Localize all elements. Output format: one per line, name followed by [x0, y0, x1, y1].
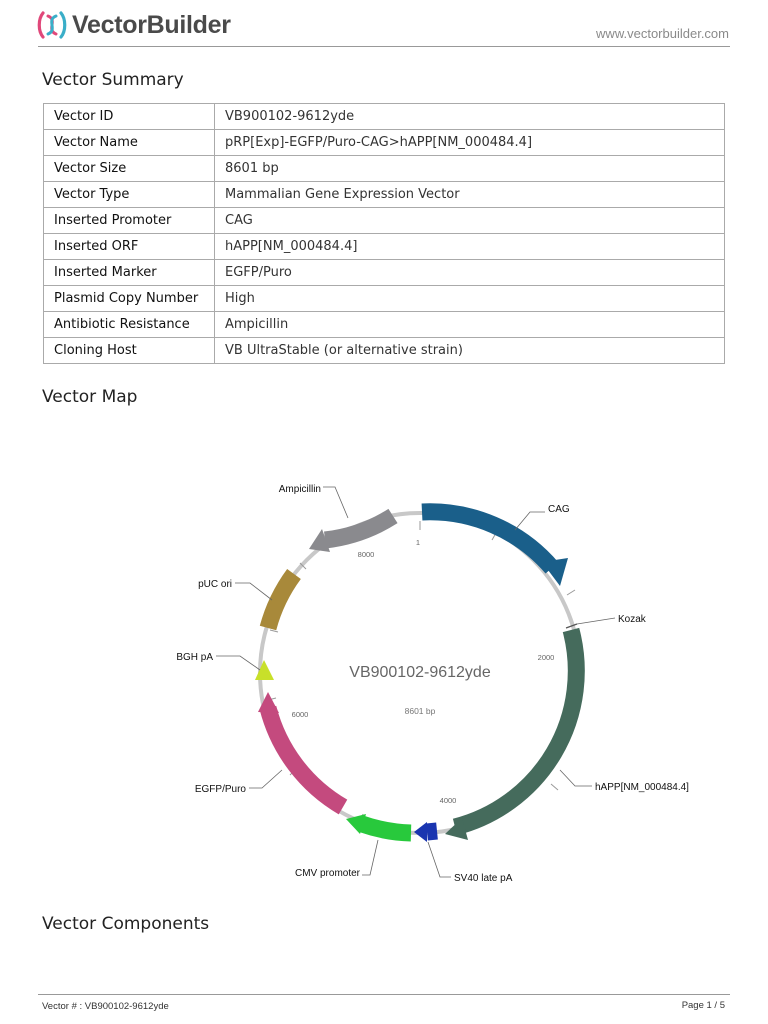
row-value: CAG [215, 208, 725, 234]
row-key: Vector Size [44, 156, 215, 182]
row-key: Cloning Host [44, 338, 215, 364]
feature-bgh-pa[interactable] [255, 660, 274, 680]
feature-label-bgh-pa: BGH pA [176, 652, 213, 663]
row-value: hAPP[NM_000484.4] [215, 234, 725, 260]
tick-label-4000: 4000 [439, 796, 457, 805]
table-row [44, 286, 725, 312]
feature-puc-ori[interactable] [268, 574, 294, 628]
row-value: Ampicillin [215, 312, 725, 338]
feature-ampicillin-arc[interactable] [325, 516, 393, 540]
feature-label-happ: hAPP[NM_000484.4] [595, 782, 689, 793]
row-key: Vector ID [44, 104, 215, 130]
table-row [44, 234, 725, 260]
feature-sv40-late-pa-arc[interactable] [427, 831, 437, 832]
feature-label-cag: CAG [548, 504, 570, 515]
logo-wordmark: VectorBuilder [72, 10, 231, 39]
site-url-link[interactable]: www.vectorbuilder.com [596, 26, 729, 41]
row-value: VB900102-9612yde [215, 104, 725, 130]
vector-map [0, 430, 768, 900]
table-row [44, 104, 725, 130]
feature-label-puc-ori: pUC ori [198, 579, 232, 590]
feature-label-egfp-puro: EGFP/Puro [194, 784, 246, 795]
feature-cag-arc[interactable] [422, 512, 552, 568]
tick-label-2000: 2000 [537, 653, 555, 662]
footer-divider [38, 994, 730, 995]
row-value: Mammalian Gene Expression Vector [215, 182, 725, 208]
feature-happ-arc[interactable] [455, 630, 576, 827]
dna-logo-icon [36, 9, 68, 41]
tick-label-1: 1 [415, 538, 421, 547]
feature-cmv-promoter-arc[interactable] [362, 824, 411, 833]
row-key: Antibiotic Resistance [44, 312, 215, 338]
map-center-size: 8601 bp [404, 706, 436, 716]
table-row [44, 312, 725, 338]
header-divider [38, 46, 730, 47]
table-row [44, 156, 725, 182]
feature-label-sv40-late-pa: SV40 late pA [454, 873, 513, 884]
row-key: Inserted ORF [44, 234, 215, 260]
vector-map-heading: Vector Map [42, 387, 138, 407]
vector-components-heading: Vector Components [42, 914, 210, 934]
feature-label-cmv-promoter: CMV promoter [294, 868, 360, 879]
feature-label-kozak: Kozak [618, 614, 646, 625]
feature-sv40-arrowhead [414, 822, 427, 842]
row-value: High [215, 286, 725, 312]
tick-label-6000: 6000 [291, 710, 309, 719]
table-row [44, 338, 725, 364]
footer-vector-number: Vector # : VB900102-9612yde [42, 1001, 169, 1012]
row-value: pRP[Exp]-EGFP/Puro-CAG>hAPP[NM_000484.4] [215, 130, 725, 156]
row-value: VB UltraStable (or alternative strain) [215, 338, 725, 364]
row-key: Vector Type [44, 182, 215, 208]
table-row [44, 182, 725, 208]
row-key: Vector Name [44, 130, 215, 156]
feature-egfp-puro-arc[interactable] [268, 708, 343, 807]
vectorbuilder-logo[interactable] [36, 9, 231, 41]
row-key: Plasmid Copy Number [44, 286, 215, 312]
vector-summary-heading: Vector Summary [42, 70, 184, 90]
row-key: Inserted Marker [44, 260, 215, 286]
table-row [44, 130, 725, 156]
row-value: 8601 bp [215, 156, 725, 182]
table-row [44, 208, 725, 234]
table-row [44, 260, 725, 286]
map-center-name: VB900102-9612yde [349, 664, 491, 681]
footer-page-number: Page 1 / 5 [681, 1000, 725, 1011]
feature-label-ampicillin: Ampicillin [278, 484, 321, 495]
page-header [0, 0, 768, 47]
tick-label-8000: 8000 [357, 550, 375, 559]
row-value: EGFP/Puro [215, 260, 725, 286]
vector-summary-table [43, 103, 725, 364]
row-key: Inserted Promoter [44, 208, 215, 234]
